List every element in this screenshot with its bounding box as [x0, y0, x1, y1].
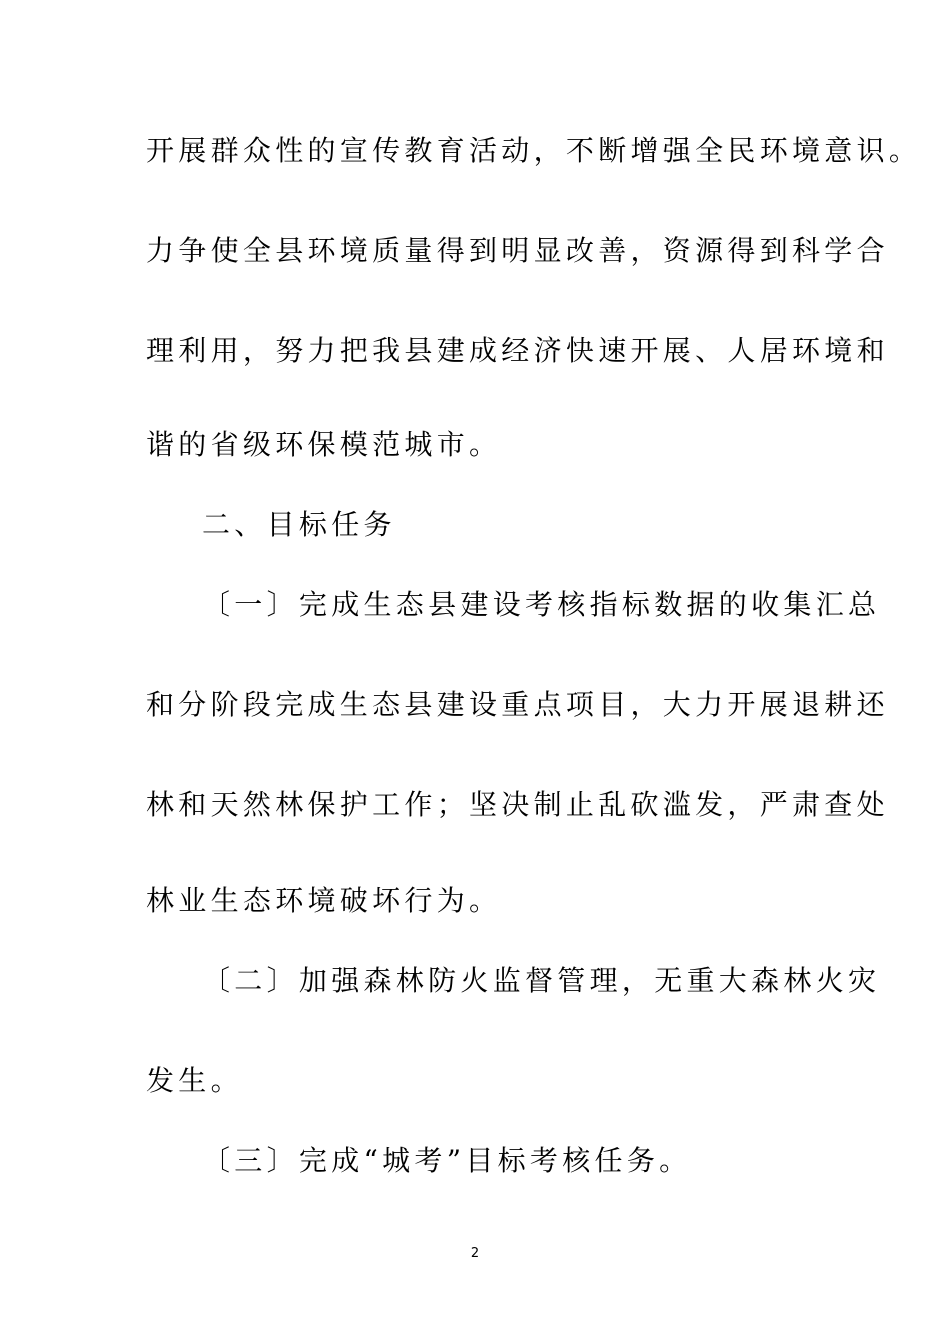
body-text-line: 和分阶段完成生态县建设重点项目，大力开展退耕还 [146, 688, 889, 721]
page-number: 2 [470, 1246, 480, 1261]
body-text-line: 理利用，努力把我县建成经济快速开展、人居环境和 [146, 334, 889, 367]
body-text-line: 林业生态环境破坏行为。 [146, 884, 502, 917]
body-text-line: 〔二〕加强森林防火监督管理，无重大森林火灾 [202, 964, 881, 997]
body-text-line: 谐的省级环保模范城市。 [146, 428, 502, 461]
body-text-line: 力争使全县环境质量得到明显改善，资源得到科学合 [146, 234, 889, 267]
body-text-line: 〔三〕完成“城考”目标考核任务。 [202, 1144, 692, 1177]
body-text-line: 林和天然林保护工作；坚决制止乱砍滥发，严肃查处 [146, 788, 889, 821]
body-text-line: 〔一〕完成生态县建设考核指标数据的收集汇总 [202, 588, 881, 621]
body-text-line: 开展群众性的宣传教育活动，不断增强全民环境意识。 [146, 134, 922, 167]
body-text-line: 发生。 [146, 1064, 243, 1097]
section-heading: 二、目标任务 [202, 508, 396, 541]
